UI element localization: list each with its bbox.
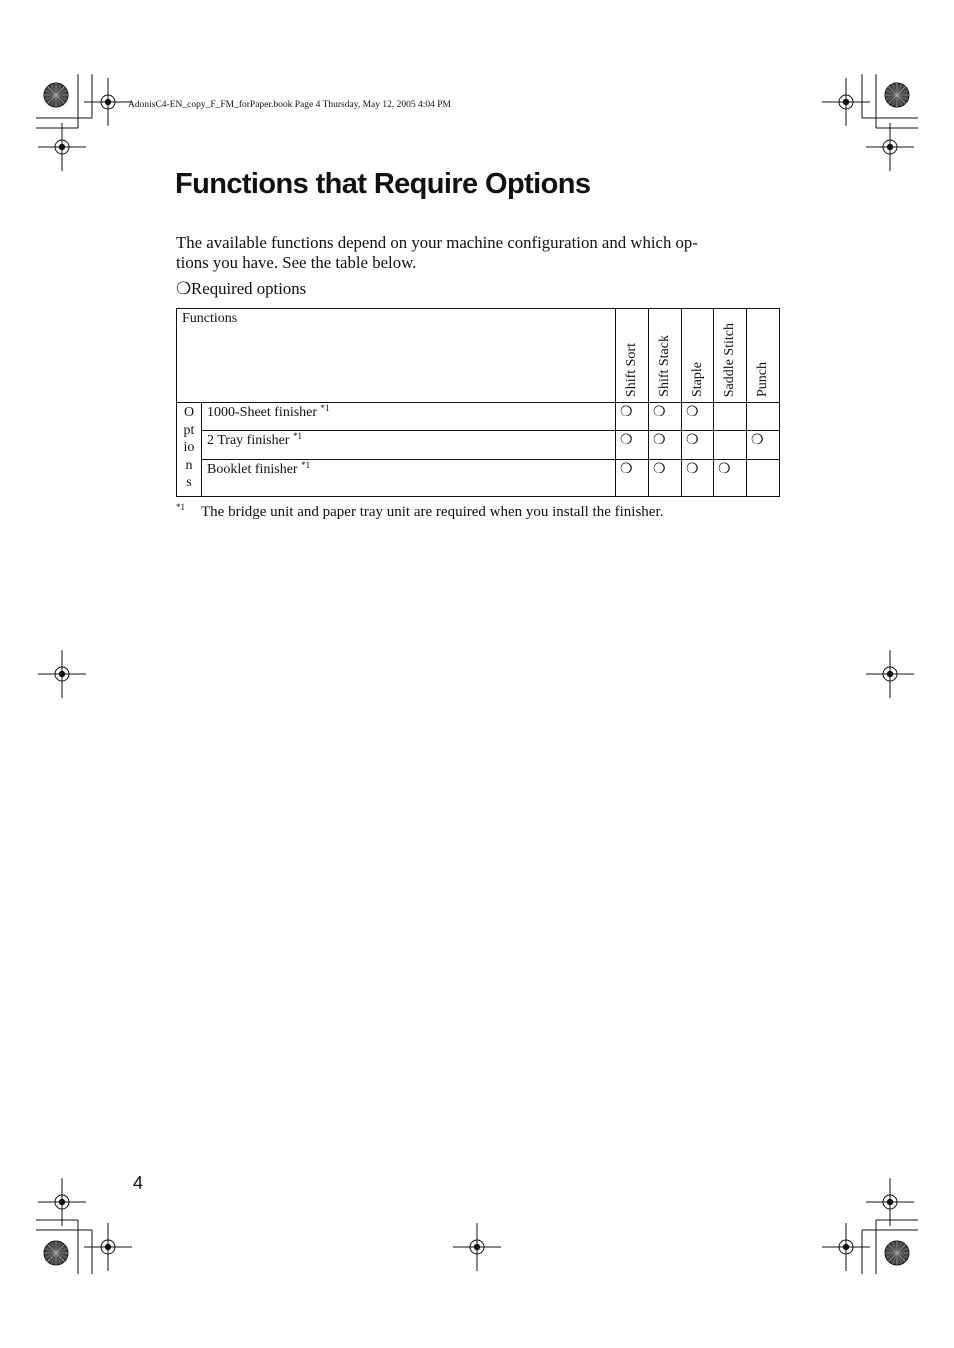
column-header: Staple <box>689 362 705 397</box>
mark-cell <box>747 460 780 497</box>
mark-cell: ❍ <box>682 460 714 497</box>
header-staple <box>682 309 714 403</box>
row-label: Booklet finisher $^{*1}$ <box>202 460 616 497</box>
footnote-ref: *1 <box>292 431 302 441</box>
page-number: 4 <box>133 1173 144 1193</box>
intro-line: The available functions depend on your machine configuration and which op- <box>176 233 698 252</box>
header-functions: Functions <box>177 309 616 403</box>
registration-target-icon <box>453 1223 501 1271</box>
page-title: Functions that Require Options <box>175 168 591 200</box>
registration-sunburst-icon <box>885 83 909 107</box>
options-table <box>176 308 780 497</box>
mark-cell: ❍ <box>616 460 649 497</box>
mark-cell: ❍ <box>714 460 747 497</box>
table-row <box>177 460 780 497</box>
mark-cell: ❍ <box>747 431 780 460</box>
footnote-ref: *1 <box>320 403 330 413</box>
registration-target-icon <box>38 1178 86 1226</box>
mark-cell: ❍ <box>616 431 649 460</box>
column-header: Shift Sort <box>624 342 640 397</box>
footnote-text: The bridge unit and paper tray unit are required when you install the finisher. <box>201 504 664 520</box>
row-label: 1000-Sheet finisher $^{*1}$ <box>202 403 616 431</box>
registration-sunburst-icon <box>885 1241 909 1265</box>
registration-target-icon <box>38 650 86 698</box>
print-header: AdonisC4-EN_copy_F_FM_forPaper.book Page 4 Thursday, May 12, 2005 4:04 PM <box>128 100 451 110</box>
footnote-marker: *1 <box>176 502 185 512</box>
mark-cell: ❍ <box>649 403 682 431</box>
legend <box>176 278 306 299</box>
circle-icon: ❍ <box>176 279 192 298</box>
mark-cell <box>747 403 780 431</box>
mark-cell: ❍ <box>649 431 682 460</box>
table-header-row <box>177 309 780 403</box>
footnote-ref: *1 <box>301 460 311 470</box>
registration-target-icon <box>822 78 870 126</box>
row-label: 2 Tray finisher $^{*1}$ <box>202 431 616 460</box>
table-row <box>177 431 780 460</box>
registration-target-icon <box>866 1178 914 1226</box>
header-shift-sort <box>616 309 649 403</box>
mark-cell: ❍ <box>649 460 682 497</box>
header-saddle-stitch <box>714 309 747 403</box>
registration-sunburst-icon <box>44 1241 68 1265</box>
registration-target-icon <box>38 123 86 171</box>
options-group-label: O pt io n s <box>177 403 202 497</box>
column-header: Punch <box>755 362 771 397</box>
registration-target-icon <box>866 650 914 698</box>
mark-cell: ❍ <box>682 431 714 460</box>
mark-cell: ❍ <box>616 403 649 431</box>
registration-target-icon <box>866 123 914 171</box>
footnote <box>176 502 663 521</box>
mark-cell <box>714 403 747 431</box>
registration-sunburst-icon <box>44 83 68 107</box>
header-shift-stack <box>649 309 682 403</box>
intro-paragraph <box>176 233 780 272</box>
mark-cell: ❍ <box>682 403 714 431</box>
legend-text: Required options <box>191 279 307 298</box>
intro-line: tions you have. See the table below. <box>176 252 417 272</box>
column-header: Shift Stack <box>657 335 673 397</box>
header-punch <box>747 309 780 403</box>
table-row <box>177 403 780 431</box>
column-header: Saddle Stitch <box>722 322 738 397</box>
mark-cell <box>714 431 747 460</box>
registration-target-icon <box>84 78 132 126</box>
